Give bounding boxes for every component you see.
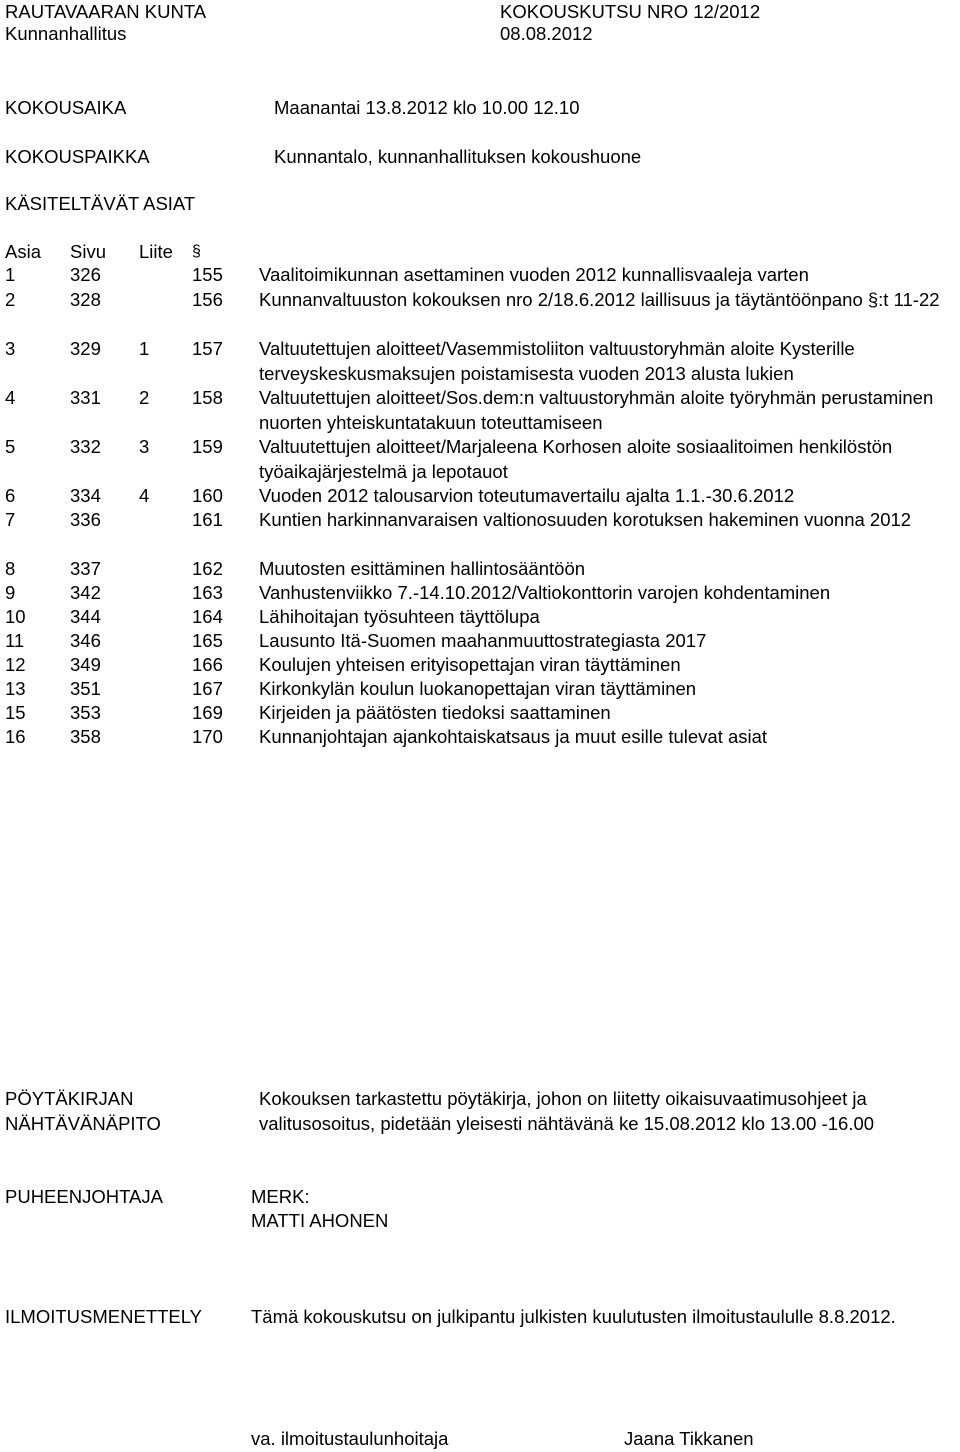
row-sivu: 337 [70,558,101,579]
col-sivu: Sivu [70,241,106,262]
row-liite: 1 [139,338,150,359]
row-title: Valtuutettujen aloitteet/Marjaleena Korhosen aloite sosiaalitoimen henkilöstön työaikajärjestelmä ja lepotauot [259,436,893,482]
row-asia: 2 [5,289,16,310]
row-sivu: 349 [70,654,101,675]
body-name: Kunnanhallitus [5,23,127,44]
chair-label: PUHEENJOHTAJA [5,1186,163,1207]
row-title: Lausunto Itä-Suomen maahanmuuttostrategiasta 2017 [259,630,707,651]
chair-name: MATTI AHONEN [251,1210,389,1231]
row-title: Vanhustenviikko 7.-14.10.2012/Valtiokonttorin varojen kohdentaminen [259,582,831,603]
meeting-time-label: KOKOUSAIKA [5,97,127,118]
doc-title: KOKOUSKUTSU NRO 12/2012 [500,1,761,22]
row-sivu: 358 [70,726,101,747]
row-asia: 4 [5,387,16,408]
row-liite: 3 [139,436,150,457]
row-title: Valtuutettujen aloitteet/Sos.dem:n valtuustoryhmän aloite työryhmän perustaminen nuorten yhteiskuntatakuun toteuttamiseen [259,387,934,433]
chair-sign: MERK: [251,1186,310,1207]
row-sivu: 342 [70,582,101,603]
row-asia: 13 [5,678,26,699]
meeting-place-value: Kunnantalo, kunnanhallituksen kokoushuone [274,146,642,167]
meeting-time-value: Maanantai 13.8.2012 klo 10.00 12.10 [274,97,580,118]
row-sivu: 336 [70,509,101,530]
agenda-heading: KÄSITELTÄVÄT ASIAT [5,193,196,214]
row-sivu: 331 [70,387,101,408]
row-section: 158 [192,387,223,408]
row-asia: 7 [5,509,16,530]
row-sivu: 334 [70,485,101,506]
row-asia: 9 [5,582,16,603]
row-sivu: 326 [70,264,101,285]
row-section: 161 [192,509,223,530]
row-sivu: 353 [70,702,101,723]
row-section: 156 [192,289,223,310]
row-sivu: 332 [70,436,101,457]
col-liite: Liite [139,241,173,262]
row-section: 157 [192,338,223,359]
minutes-text: Kokouksen tarkastettu pöytäkirja, johon on liitetty oikaisuvaatimusohjeet ja valitusosoitus, pidetään yleisesti nähtävänä ke 15.08.2012 klo 13.00 -16.00 [259,1088,875,1134]
row-section: 167 [192,678,223,699]
row-section: 160 [192,485,223,506]
doc-date: 08.08.2012 [500,23,593,44]
row-liite: 2 [139,387,150,408]
row-sivu: 351 [70,678,101,699]
row-section: 162 [192,558,223,579]
row-asia: 11 [5,630,25,651]
row-section: 166 [192,654,223,675]
row-title: Kirkonkylän koulun luokanopettajan viran täyttäminen [259,678,697,699]
row-section: 164 [192,606,223,627]
row-sivu: 329 [70,338,101,359]
row-section: 155 [192,264,223,285]
minutes-label-1: PÖYTÄKIRJAN [5,1088,134,1109]
row-title: Valtuutettujen aloitteet/Vasemmistoliiton valtuustoryhmän aloite Kysterille terveyskeskusmaksujen poistamisesta vuoden 2013 alusta lukien [259,338,855,384]
clerk-title: va. ilmoitustaulunhoitaja [251,1428,449,1449]
notice-text: Tämä kokouskutsu on julkipantu julkisten kuulutusten ilmoitustaululle 8.8.2012. [251,1306,896,1327]
row-asia: 8 [5,558,16,579]
row-asia: 1 [5,264,16,285]
row-asia: 12 [5,654,26,675]
org-name: RAUTAVAARAN KUNTA [5,1,207,22]
row-liite: 4 [139,485,150,506]
row-section: 159 [192,436,223,457]
row-sivu: 346 [70,630,101,651]
row-asia: 6 [5,485,16,506]
row-section: 170 [192,726,223,747]
row-title: Muutosten esittäminen hallintosääntöön [259,558,586,579]
row-title: Kirjeiden ja päätösten tiedoksi saattaminen [259,702,611,723]
row-asia: 16 [5,726,26,747]
row-asia: 3 [5,338,16,359]
notice-label: ILMOITUSMENETTELY [5,1306,203,1327]
row-section: 169 [192,702,223,723]
row-title: Vuoden 2012 talousarvion toteutumavertailu ajalta 1.1.-30.6.2012 [259,485,795,506]
row-sivu: 328 [70,289,101,310]
row-title: Kunnanvaltuuston kokouksen nro 2/18.6.2012 laillisuus ja täytäntöönpano §:t 11-22 [259,289,940,310]
row-section: 165 [192,630,223,651]
minutes-label-2: NÄHTÄVÄNÄPITO [5,1113,161,1134]
row-asia: 15 [5,702,26,723]
row-title: Vaalitoimikunnan asettaminen vuoden 2012 kunnallisvaaleja varten [259,264,809,285]
col-asia: Asia [5,241,41,262]
row-asia: 5 [5,436,16,457]
row-section: 163 [192,582,223,603]
meeting-place-label: KOKOUSPAIKKA [5,146,150,167]
row-asia: 10 [5,606,26,627]
row-title: Koulujen yhteisen erityisopettajan viran täyttäminen [259,654,681,675]
col-section-mark: § [192,243,201,260]
row-title: Lähihoitajan työsuhteen täyttölupa [259,606,540,627]
clerk-name: Jaana Tikkanen [624,1428,754,1449]
row-title: Kunnanjohtajan ajankohtaiskatsaus ja muut esille tulevat asiat [259,726,768,747]
row-sivu: 344 [70,606,101,627]
row-title: Kuntien harkinnanvaraisen valtionosuuden korotuksen hakeminen vuonna 2012 [259,509,912,530]
